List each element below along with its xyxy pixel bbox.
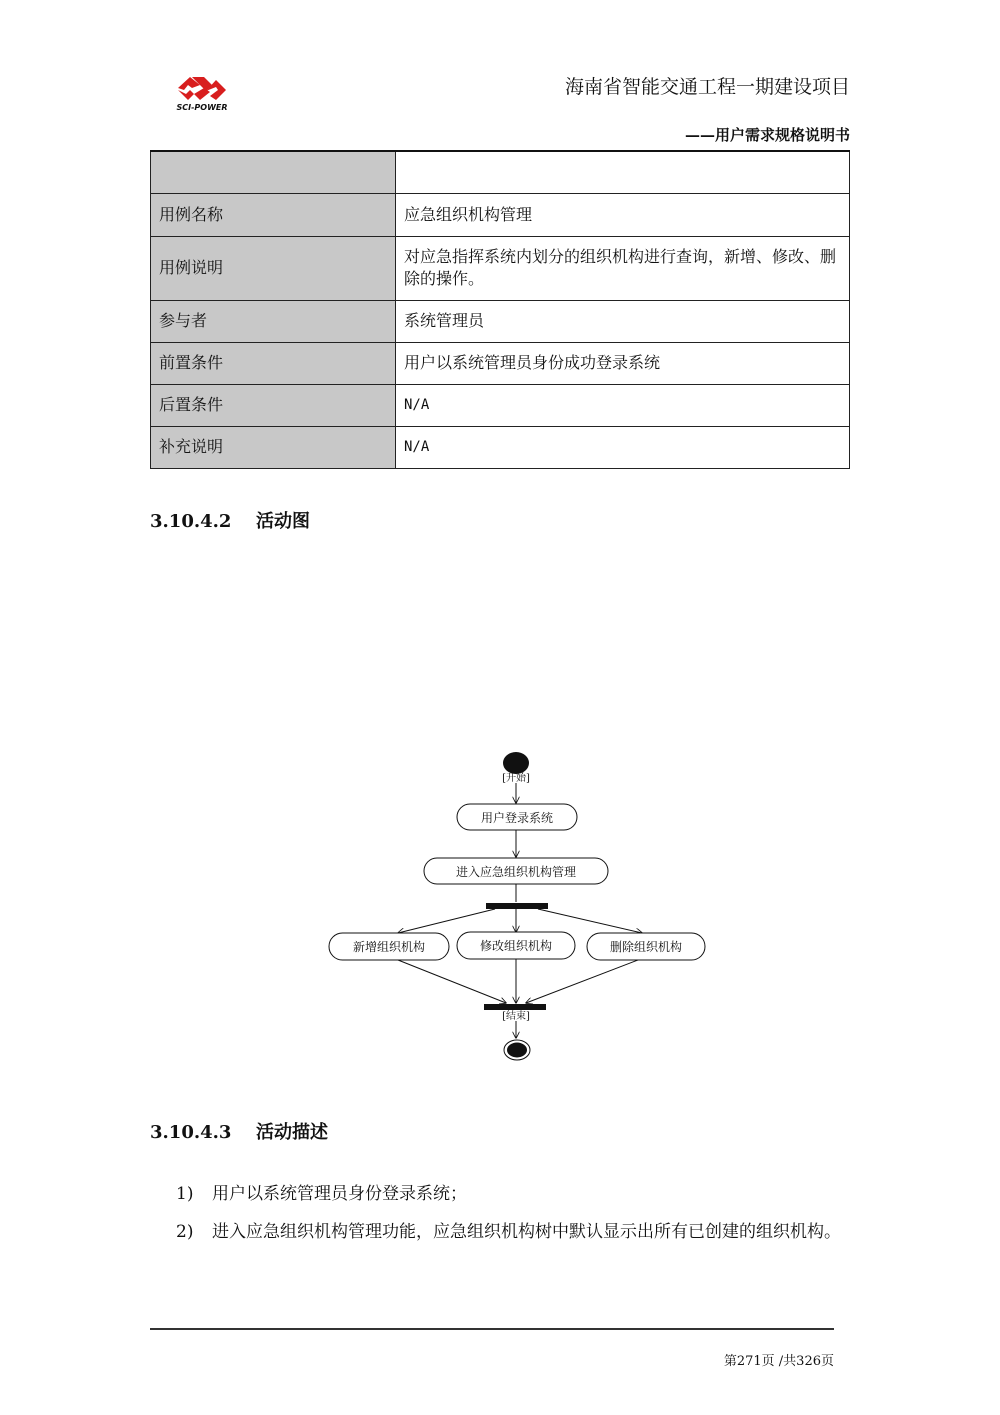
- activity-label-login: 用户登录系统: [480, 811, 554, 825]
- row-value: 对应急指挥系统内划分的组织机构进行查询，新增、修改、删除的操作。: [396, 236, 850, 300]
- activity-label-add-org: 新增组织机构: [352, 940, 426, 954]
- section-heading-activity-diagram: [150, 507, 310, 533]
- table-row: [151, 384, 850, 426]
- table-row: [151, 342, 850, 384]
- use-case-table: [150, 150, 850, 469]
- section-number: 3.10.4.3: [150, 1122, 232, 1143]
- step-number: 2): [176, 1222, 194, 1242]
- row-label: 前置条件: [151, 342, 396, 384]
- row-label: 后置条件: [151, 384, 396, 426]
- document-title: 海南省智能交通工程一期建设项目: [564, 76, 850, 98]
- page-number: 第271页 /共326页: [723, 1354, 834, 1369]
- table-row: [151, 236, 850, 300]
- section-title: 活动描述: [256, 1122, 328, 1143]
- activity-label-edit-org: 修改组织机构: [479, 939, 553, 953]
- table-row: [151, 151, 850, 193]
- fork-bar: [486, 903, 548, 909]
- join-bar: [484, 1004, 546, 1010]
- step-text: 用户以系统管理员身份登录系统；: [212, 1184, 467, 1204]
- row-label: 用例名称: [151, 193, 396, 236]
- start-node: [503, 752, 529, 774]
- activity-label-enter-management: 进入应急组织机构管理: [455, 865, 577, 879]
- row-label: 用例说明: [151, 236, 396, 300]
- activity-diagram: [320, 745, 720, 1065]
- footer-divider: [150, 1328, 834, 1330]
- row-value: 系统管理员: [396, 300, 850, 342]
- step-number: 1): [176, 1184, 194, 1204]
- list-item: [176, 1212, 856, 1252]
- row-value: [396, 151, 850, 193]
- row-label: 补充说明: [151, 426, 396, 468]
- row-value: 应急组织机构管理: [396, 193, 850, 236]
- row-label: 参与者: [151, 300, 396, 342]
- document-subtitle: ——用户需求规格说明书: [684, 126, 850, 144]
- svg-text:SCI-POWER: SCI-POWER: [176, 103, 228, 112]
- row-value: N/A: [396, 426, 850, 468]
- section-title: 活动图: [256, 511, 310, 532]
- end-label: [结束]: [502, 1011, 530, 1022]
- table-row: [151, 300, 850, 342]
- table-row: [151, 193, 850, 236]
- table-row: [151, 426, 850, 468]
- list-item: [176, 1174, 856, 1214]
- end-node-inner: [507, 1043, 527, 1058]
- section-heading-activity-description: [150, 1118, 328, 1144]
- start-label: [开始]: [502, 773, 530, 784]
- row-label: [151, 151, 396, 193]
- step-text: 进入应急组织机构管理功能，应急组织机构树中默认显示出所有已创建的组织机构。: [212, 1222, 841, 1242]
- row-value: N/A: [396, 384, 850, 426]
- sci-power-logo: [160, 74, 244, 114]
- section-number: 3.10.4.2: [150, 511, 232, 532]
- activity-label-delete-org: 删除组织机构: [609, 940, 683, 954]
- row-value: 用户以系统管理员身份成功登录系统: [396, 342, 850, 384]
